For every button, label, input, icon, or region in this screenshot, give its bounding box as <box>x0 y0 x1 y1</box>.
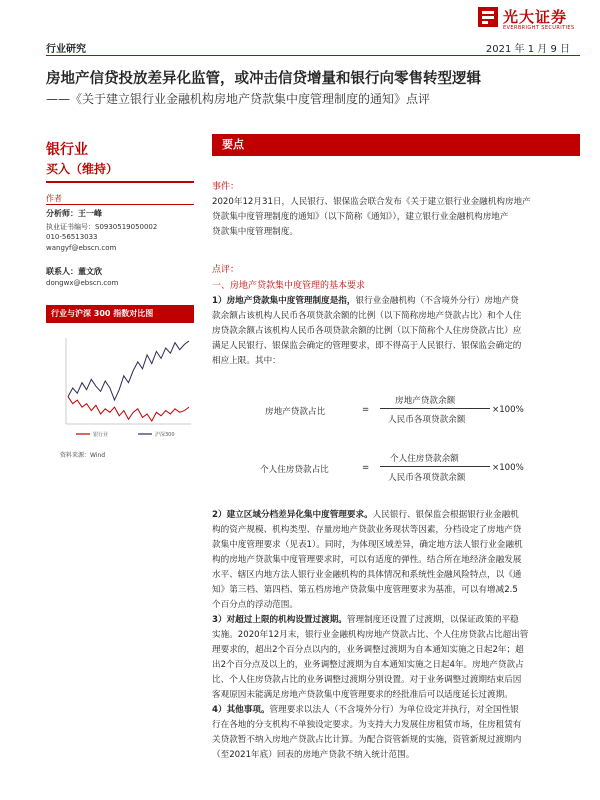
brand-logo-icon <box>478 7 498 27</box>
section-heading: 一、房地产贷款集中度管理的基本要求 <box>212 281 366 291</box>
paragraph-3: 3）对超过上限的机构设置过渡期。管理制度还设置了过渡期，以保证政策的平稳 实施。2020年12月末，银行业金融机构房地产贷款占比、个人住房贷款占比超出管 理要求的，超出2个百分点以内的，业务调整过渡期为自本通知实施之日起2年；超 出2个百分点及以上的，业务调整过渡期为自本通知实施之日起4年。房地产贷款占 比、个人住房贷款占比的业务调整过渡期分别设置。对于业务调整过渡期结束后因 客观原因未能满足房地产贷款集中度管理要求的经批准后可以适度延长过渡期。 <box>212 615 529 700</box>
comment-label: 点评： <box>212 265 240 275</box>
page-subtitle: ——《关于建立银行业金融机构房地产贷款集中度管理制度的通知》点评 <box>46 92 431 106</box>
legend-label-hs300: 沪深300 <box>155 432 175 438</box>
author-header: 作者 <box>46 194 62 203</box>
sidebar-divider <box>46 181 194 183</box>
chart-legend <box>76 431 175 438</box>
report-category: 行业研究 <box>46 44 86 55</box>
chart-line-hs300 <box>68 341 189 400</box>
paragraph-2: 2）建立区域分档差异化集中度管理要求。人民银行、银保监会根据银行业金融机 构的资产规模、机构类型、存量房地产贷款业务现状等因素，分档设定了房地产贷 款集中度管理要求（见表1）。同时，为体现区域差异，确定地方法人银行业金融机 构的房地产贷款集中度管理要求时，可以有适度的弹性。结合所在地经济金融发展 水平、辖区内地方法人银行业金融机构的具体情况和系统性金融风险特点，以《通 知》第三档、第四档、第五档房地产贷款集中度管理要求为基准，可以有增减2.5 个百分点的浮动范围。 <box>212 510 523 610</box>
brand-name: 光大证券 <box>503 8 568 26</box>
rating-badge: 买入（维持） <box>46 162 119 176</box>
event-line: 2020年12月31日，人民银行、银保监会联合发布《关于建立银行业金融机构房地产 <box>212 197 531 207</box>
paragraph-lead: 3）对超过上限的机构设置过渡期。 <box>212 615 347 625</box>
paragraph-4: 4）其他事项。管理要求以法人（不含境外分行）为单位设定并执行，对全国性银 行在各地的分支机构不单独设定要求。为支持大力发展住房租赁市场，住房租赁有 关贷款暂不纳入房地产贷款占比计算。为配合资管新规的实施，资管新规过渡期内 （至2021年底）回表的房地产贷款不纳入统计范围。 <box>212 705 522 760</box>
chart-line-bank <box>68 397 189 421</box>
page-title: 房地产信贷投放差异化监管，或冲击信贷增量和银行向零售转型逻辑 <box>46 71 481 87</box>
header-divider <box>46 55 580 56</box>
paragraph-lead: 1）房地产贷款集中度管理制度是指， <box>212 296 356 306</box>
sector-name: 银行业 <box>46 142 88 158</box>
analyst-license: 执业证书编号：S0930519050002 <box>46 223 158 231</box>
author-divider <box>46 204 194 205</box>
chart-title: 行业与沪深 300 指数对比图 <box>46 305 194 323</box>
event-line: 贷款集中度管理制度。 <box>212 227 298 237</box>
legend-label-bank: 银行业 <box>93 432 109 438</box>
index-comparison-chart <box>46 326 196 446</box>
paragraph-lead: 4）其他事项。 <box>212 705 270 715</box>
paragraph-lead: 2）建立区域分档差异化集中度管理要求。 <box>212 510 373 520</box>
paragraph-1: 1）房地产贷款集中度管理制度是指，银行业金融机构（不含境外分行）房地产贷 款余额占该机构人民币各项贷款余额的比例（以下简称房地产贷款占比）和个人住 房贷款余额占该机构人民币各项贷款余额的比例（以下简称个人住房贷款占比）应 满足人民银行、银保监会确定的管理要求，即不得高于人民银行、银保监会确定的 相应上限。其中： <box>212 296 522 366</box>
analyst-phone: 010-56513033 <box>46 233 98 241</box>
report-date: 2021 年 1 月 9 日 <box>485 44 570 55</box>
analyst-name: 分析师：王一峰 <box>46 209 102 218</box>
event-label: 事件： <box>212 182 240 192</box>
event-line: 贷款集中度管理制度的通知》（以下简称《通知》），建立银行业金融机构房地产 <box>212 212 509 222</box>
contact-email[interactable]: dongwx@ebscn.com <box>46 279 119 287</box>
chart-source: 资料来源：Wind <box>60 452 106 459</box>
contact-name: 联系人：董文欣 <box>46 267 102 276</box>
key-points-header: 要点 <box>212 134 580 156</box>
analyst-email[interactable]: wangyf@ebscn.com <box>46 244 117 252</box>
brand-name-en: EVERBRIGHT SECURITIES <box>503 25 575 31</box>
event-text <box>212 195 582 240</box>
